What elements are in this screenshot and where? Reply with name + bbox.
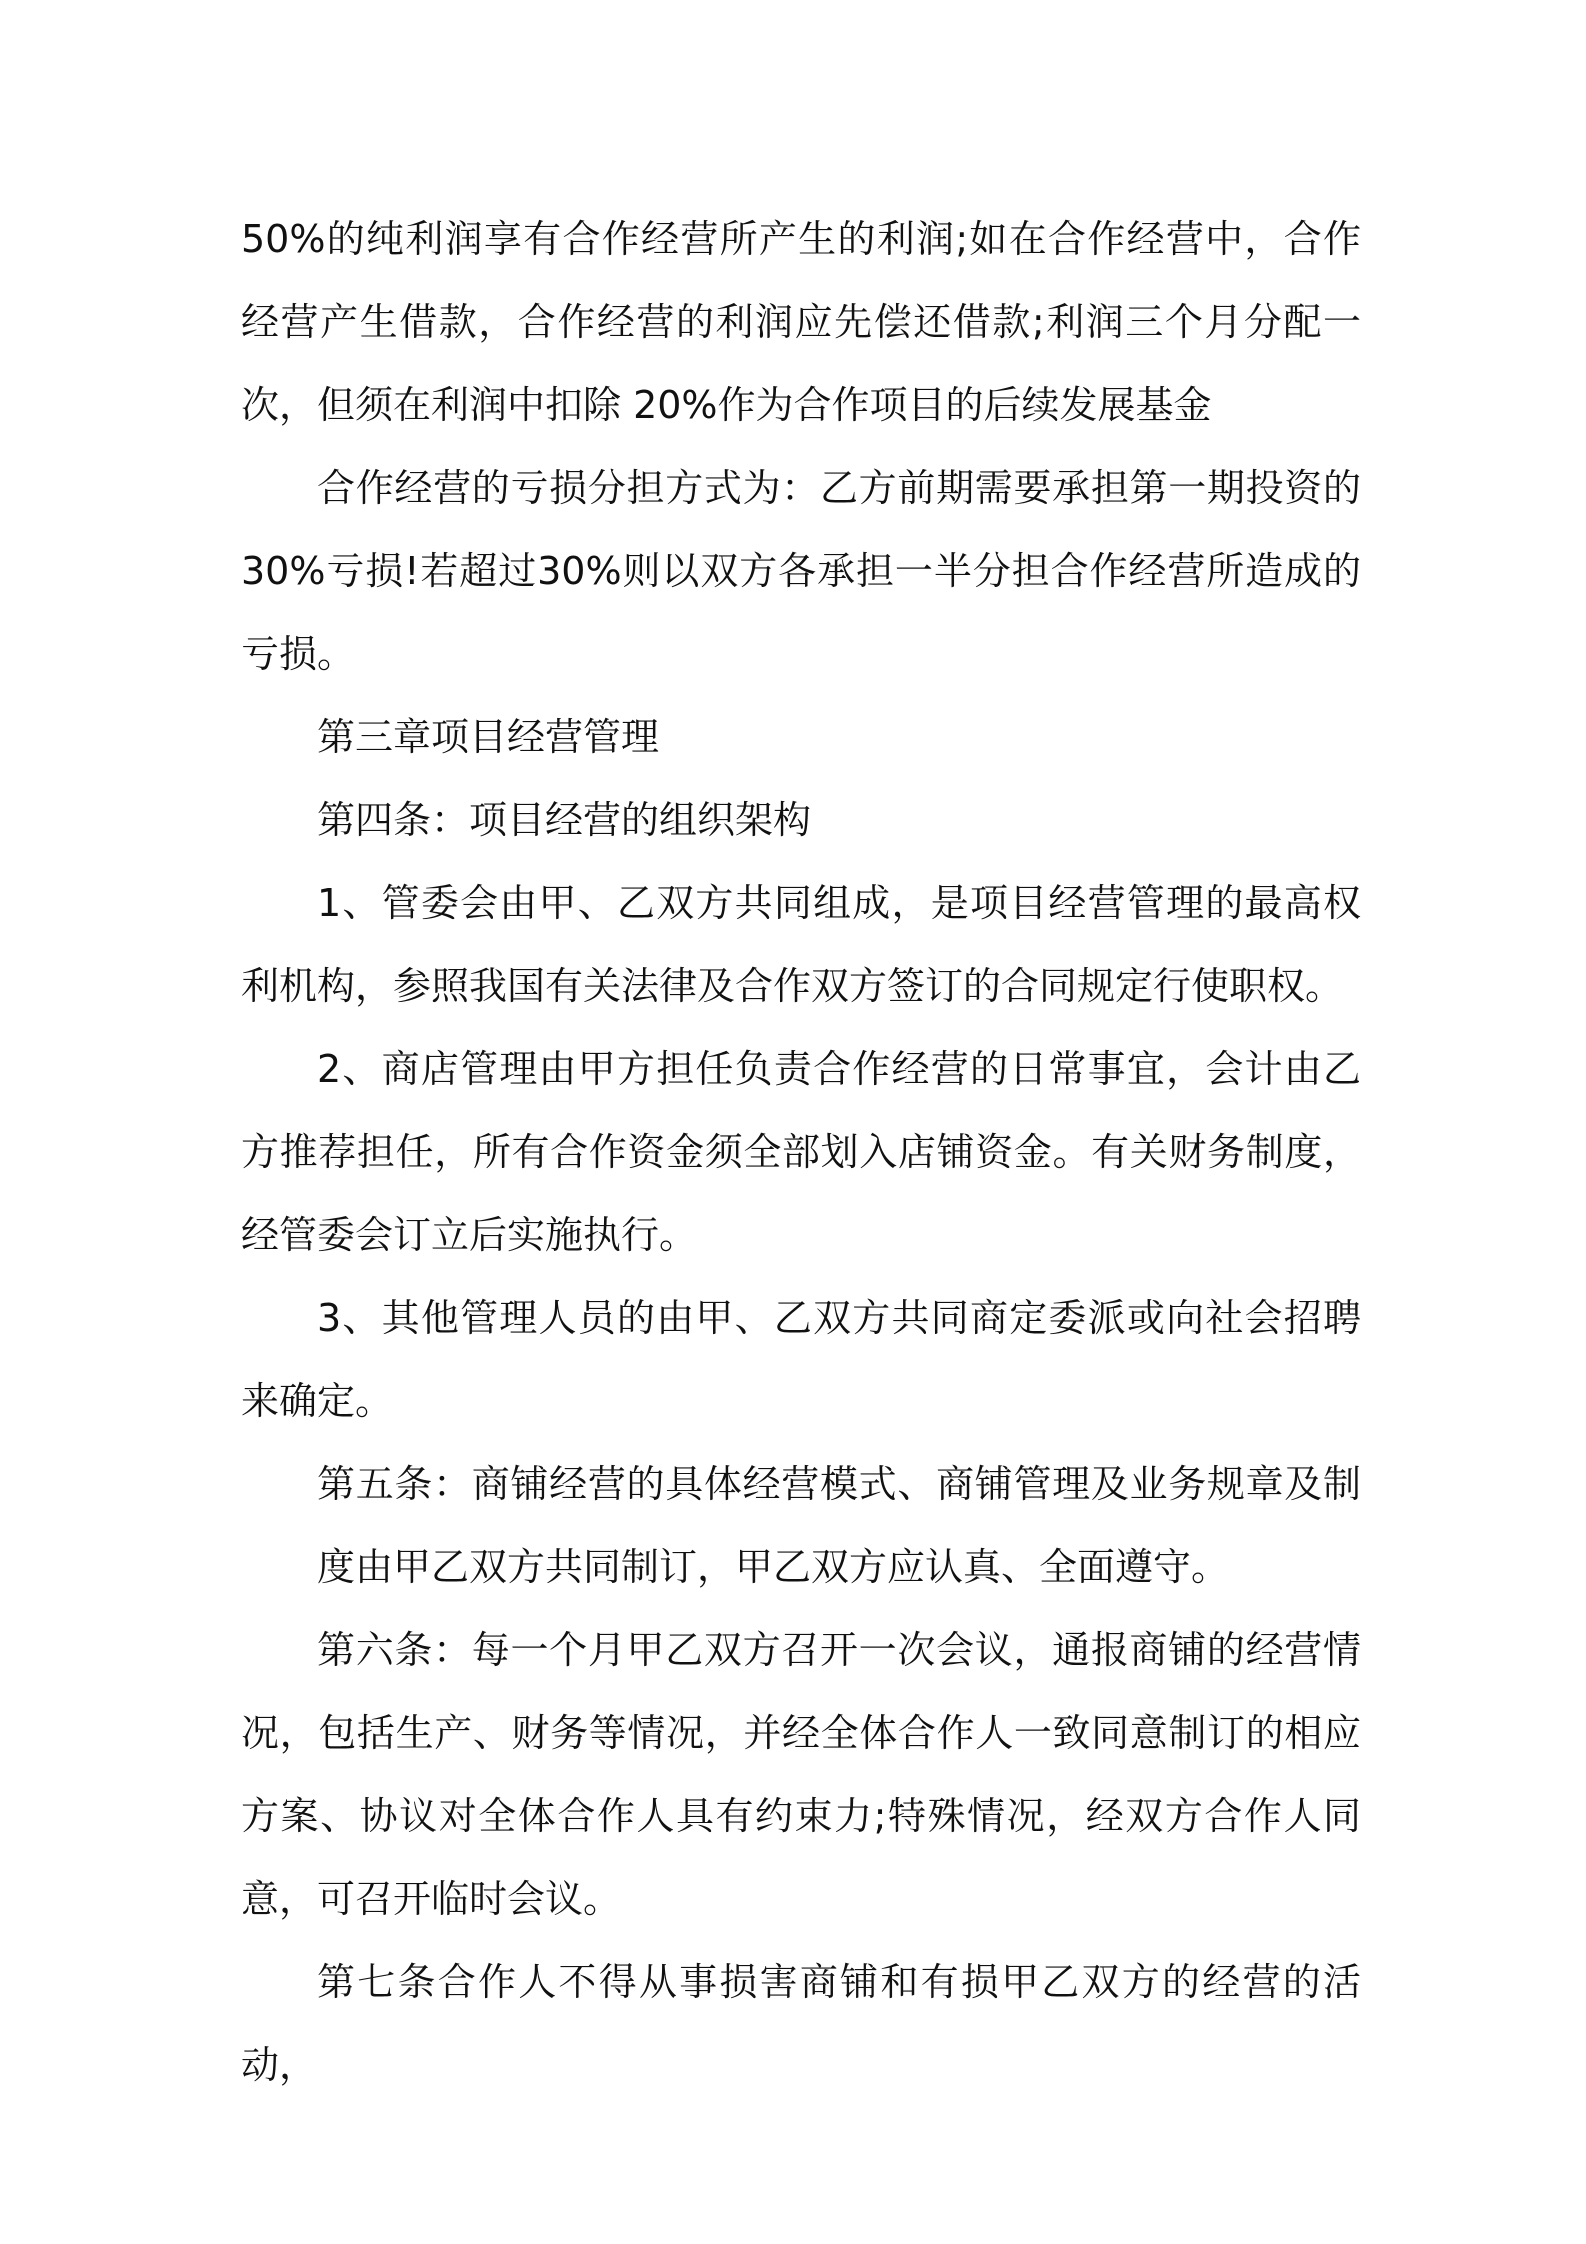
paragraph-profit-distribution: 50%的纯利润享有合作经营所产生的利润;如在合作经营中，合作经营产生借款，合作经营的利润应先偿还借款;利润三个月分配一次，但须在利润中扣除 20%作为合作项目的后续发展基金 xyxy=(241,217,1361,427)
article-4-item-1: 1、管委会由甲、乙双方共同组成，是项目经营管理的最高权利机构，参照我国有关法律及合作双方签订的合同规定行使职权。 xyxy=(241,881,1361,1008)
chapter-heading-3: 第三章项目经营管理 xyxy=(317,715,660,759)
paragraph-loss-sharing: 合作经营的亏损分担方式为：乙方前期需要承担第一期投资的30%亏损!若超过30%则以双方各承担一半分担合作经营所造成的亏损。 xyxy=(241,466,1361,676)
article-4-heading: 第四条：项目经营的组织架构 xyxy=(317,798,812,842)
article-5: 第五条：商铺经营的具体经营模式、商铺管理及业务规章及制度由甲乙双方共同制订，甲乙双方应认真、全面遵守。 xyxy=(317,1462,1361,1589)
article-4-item-2: 2、商店管理由甲方担任负责合作经营的日常事宜，会计由乙方推荐担任，所有合作资金须全部划入店铺资金。有关财务制度，经管委会订立后实施执行。 xyxy=(241,1047,1361,1257)
document-body xyxy=(241,198,1361,2107)
article-4-item-3: 3、其他管理人员的由甲、乙双方共同商定委派或向社会招聘来确定。 xyxy=(241,1296,1361,1423)
article-7: 第七条合作人不得从事损害商铺和有损甲乙双方的经营的活动， xyxy=(241,1960,1361,2087)
article-6: 第六条：每一个月甲乙双方召开一次会议，通报商铺的经营情况，包括生产、财务等情况，并经全体合作人一致同意制订的相应方案、协议对全体合作人具有约束力;特殊情况，经双方合作人同意，可召开临时会议。 xyxy=(241,1628,1361,1921)
